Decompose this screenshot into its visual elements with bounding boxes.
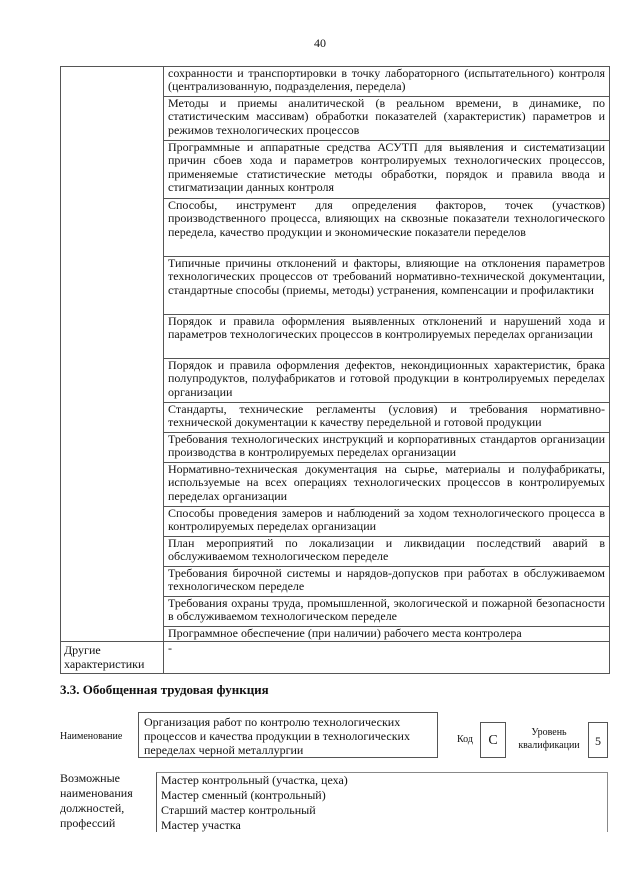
page-number: 40 bbox=[314, 36, 326, 50]
positions-list bbox=[156, 772, 608, 832]
positions-label: Возможные наименования должностей, профессий bbox=[60, 771, 133, 830]
requirement-item: Требования бирочной системы и нарядов-допусков при работах в обслуживаемом технологическом переделе bbox=[164, 567, 610, 597]
code-value: С bbox=[480, 722, 506, 758]
requirement-item: Нормативно-техническая документация на сырье, материалы и полуфабрикаты, используемые на всех операциях технологических процессов в контролируемых переделах организации bbox=[164, 463, 610, 507]
requirement-item: Требования охраны труда, промышленной, экологической и пожарной безопасности в обслуживаемом технологическом переделе bbox=[164, 597, 610, 627]
position-item: Мастер контрольный (участка, цеха) bbox=[161, 773, 348, 787]
requirement-item: Способы, инструмент для определения факторов, точек (участков) производственного процесса, влияющих на сквозные показатели технологического передела, качество продукции и экономические показатели переделов bbox=[164, 199, 610, 257]
requirement-item: Стандарты, технические регламенты (условия) и требования нормативно-технической документации к качеству передельной и готовой продукции bbox=[164, 403, 610, 433]
position-item: Старший мастер контрольный bbox=[161, 803, 316, 817]
other-characteristics-label: Другие характеристики bbox=[61, 642, 164, 674]
section-title: 3.3. Обобщенная трудовая функция bbox=[60, 682, 269, 697]
requirement-item: Порядок и правила оформления выявленных отклонений и нарушений хода и параметров технологических процессов в контролируемых переделах организации bbox=[164, 315, 610, 359]
requirement-item: Программное обеспечение (при наличии) рабочего места контролера bbox=[164, 627, 610, 642]
requirement-item: Программные и аппаратные средства АСУТП для выявления и систематизации причин сбоев хода и параметров контролируемых технологических процессов, применяемые статистические методы обработки, порядок и правила ввода и стигматизации данных контроля bbox=[164, 141, 610, 199]
function-name-value: Организация работ по контролю технологических процессов и качества продукции в технологических переделах черной металлургии bbox=[138, 712, 438, 758]
knowledge-label-cell bbox=[61, 67, 164, 642]
requirement-item: Способы проведения замеров и наблюдений за ходом технологического процесса в контролируемых переделах организации bbox=[164, 507, 610, 537]
requirement-item: Методы и приемы аналитической (в реальном времени, в динамике, по статистическим массивам) обработки показателей (характеристик) параметров и режимов технологических процессов bbox=[164, 97, 610, 141]
requirement-item: План мероприятий по локализации и ликвидации последствий аварий в обслуживаемом технологическом переделе bbox=[164, 537, 610, 567]
code-label: Код bbox=[457, 734, 473, 745]
position-item: Мастер участка bbox=[161, 818, 241, 832]
requirement-item: Порядок и правила оформления дефектов, некондиционных характеристик, брака полупродуктов, полуфабрикатов и готовой продукции в контролируемых переделах организации bbox=[164, 359, 610, 403]
qualification-level-label: Уровень квалификации bbox=[518, 727, 580, 751]
requirement-item: Типичные причины отклонений и факторы, влияющие на отклонения параметров технологических процессов от требований нормативно-технической документации, стандартные способы (приемы, методы) устранения, компенсации и профилактики bbox=[164, 257, 610, 315]
qualification-level-value: 5 bbox=[588, 722, 608, 758]
position-item: Мастер сменный (контрольный) bbox=[161, 788, 326, 802]
function-name-label: Наименование bbox=[60, 731, 123, 742]
requirements-table bbox=[60, 66, 610, 674]
requirement-item: сохранности и транспортировки в точку лабораторного (испытательного) контроля (централизованную, подразделения, передела) bbox=[164, 67, 610, 97]
requirement-item: Требования технологических инструкций и корпоративных стандартов организации производства в контролируемых переделах организации bbox=[164, 433, 610, 463]
other-characteristics-value: - bbox=[164, 642, 610, 674]
